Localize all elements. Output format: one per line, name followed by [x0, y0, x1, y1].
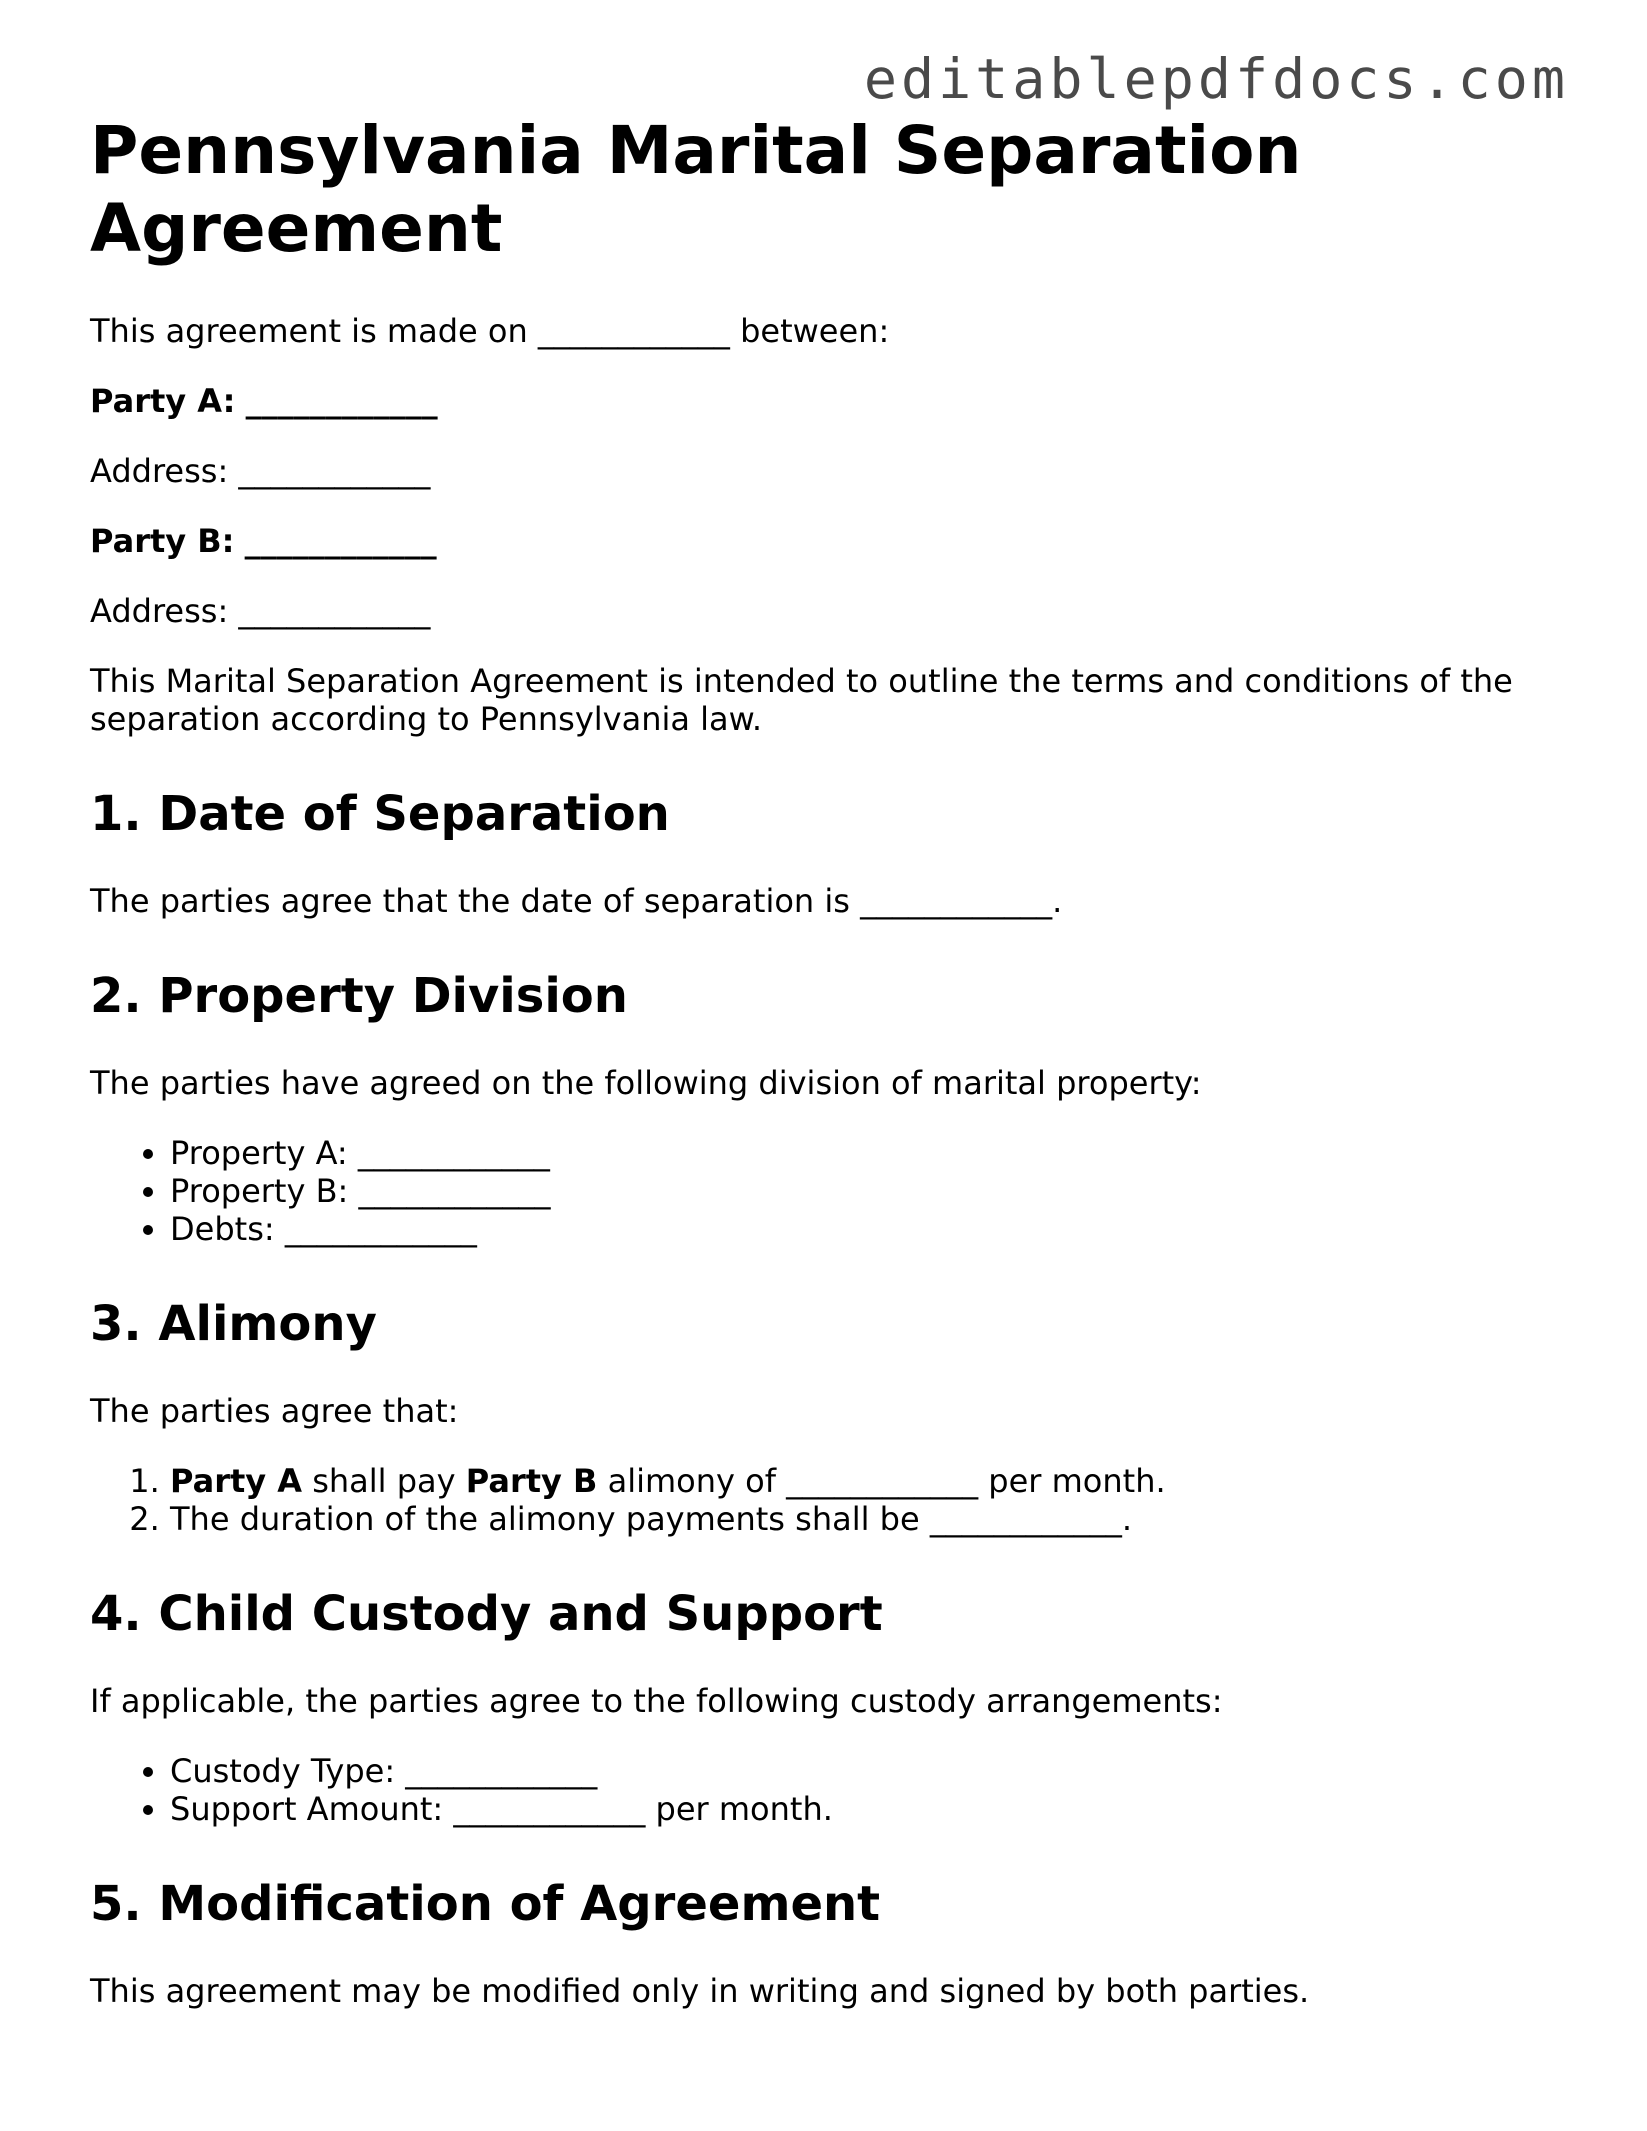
property-list	[90, 1134, 1570, 1248]
date-of-separation-paragraph	[90, 882, 1570, 920]
made-on-prefix: This agreement is made on	[90, 312, 528, 350]
party-b-blank[interactable]: ____________	[244, 522, 437, 560]
section-heading-alimony: 3. Alimony	[90, 1296, 377, 1352]
debts-label: Debts:	[170, 1210, 275, 1248]
section-heading-modification: 5. Modification of Agreement	[90, 1876, 881, 1932]
property-b-label: Property B:	[170, 1172, 349, 1210]
section-heading-date-of-separation: 1. Date of Separation	[90, 786, 670, 842]
support-amount-label: Support Amount:	[170, 1790, 444, 1828]
custody-list	[90, 1752, 1570, 1828]
page-title: Pennsylvania Marital Separation Agreement	[90, 112, 1302, 267]
custody-type-blank[interactable]: ____________	[405, 1752, 598, 1790]
property-a-blank[interactable]: ____________	[357, 1134, 550, 1172]
alimony-duration-text: The duration of the alimony payments shall be	[170, 1500, 920, 1538]
purpose-paragraph: This Marital Separation Agreement is intended to outline the terms and conditions of the separation according to Pennsylvania law.	[90, 662, 1513, 738]
agreement-date-line	[90, 312, 1570, 350]
list-item	[170, 1790, 1570, 1828]
alimony-duration-blank[interactable]: ____________	[929, 1500, 1122, 1538]
party-a-ref: Party A	[170, 1462, 303, 1500]
party-b-ref: Party B	[465, 1462, 598, 1500]
property-division-intro: The parties have agreed on the following division of marital property:	[90, 1064, 1202, 1102]
property-b-blank[interactable]: ____________	[358, 1172, 551, 1210]
alimony-amount-blank[interactable]: ____________	[786, 1462, 979, 1500]
alimony-of-text: alimony of	[607, 1462, 776, 1500]
agreement-date-blank[interactable]: ____________	[537, 312, 730, 350]
party-b-line	[90, 522, 1570, 560]
custody-type-label: Custody Type:	[170, 1752, 396, 1790]
document-page	[90, 112, 1570, 2042]
debts-blank[interactable]: ____________	[284, 1210, 477, 1248]
support-amount-blank[interactable]: ____________	[453, 1790, 646, 1828]
party-a-address-blank[interactable]: ____________	[238, 452, 431, 490]
date-of-separation-text: The parties agree that the date of separation is	[90, 882, 850, 920]
party-b-address-line	[90, 592, 1570, 630]
party-b-label: Party B:	[90, 522, 235, 560]
period: .	[1121, 1500, 1132, 1538]
section-heading-property-division: 2. Property Division	[90, 968, 628, 1024]
modification-paragraph: This agreement may be modified only in writing and signed by both parties.	[90, 1972, 1310, 2010]
party-b-address-blank[interactable]: ____________	[238, 592, 431, 630]
alimony-list	[90, 1462, 1570, 1538]
made-on-suffix: between:	[740, 312, 890, 350]
watermark: editablepdfdocs.com	[863, 47, 1569, 111]
party-a-blank[interactable]: ____________	[245, 382, 438, 420]
list-item	[170, 1752, 1570, 1790]
alimony-intro: The parties agree that:	[90, 1392, 459, 1430]
child-custody-intro: If applicable, the parties agree to the following custody arrangements:	[90, 1682, 1223, 1720]
per-month-text: per month.	[655, 1790, 833, 1828]
list-item	[170, 1500, 1570, 1538]
list-item	[170, 1134, 1570, 1172]
party-a-line	[90, 382, 1570, 420]
period: .	[1052, 882, 1063, 920]
shall-pay-text: shall pay	[312, 1462, 456, 1500]
address-label: Address:	[90, 592, 229, 630]
party-a-address-line	[90, 452, 1570, 490]
property-a-label: Property A:	[170, 1134, 348, 1172]
list-item	[170, 1462, 1570, 1500]
list-item	[170, 1210, 1570, 1248]
address-label: Address:	[90, 452, 229, 490]
section-heading-child-custody: 4. Child Custody and Support	[90, 1586, 883, 1642]
party-a-label: Party A:	[90, 382, 236, 420]
list-item	[170, 1172, 1570, 1210]
per-month-text: per month.	[988, 1462, 1166, 1500]
separation-date-blank[interactable]: ____________	[860, 882, 1053, 920]
